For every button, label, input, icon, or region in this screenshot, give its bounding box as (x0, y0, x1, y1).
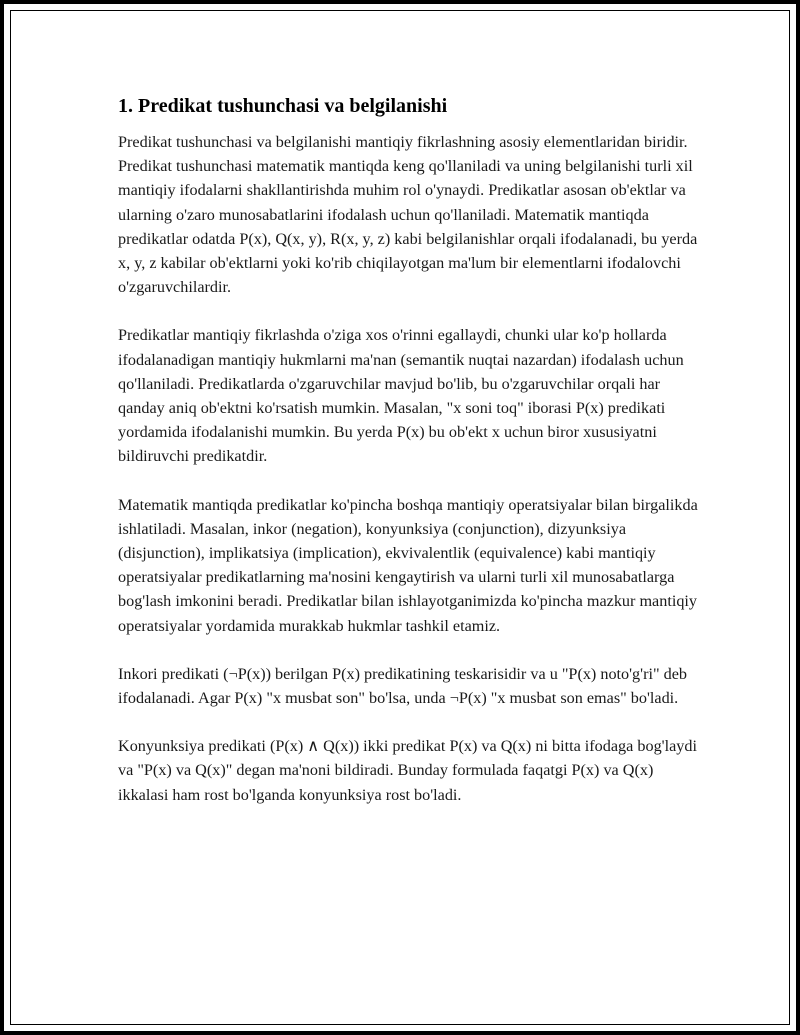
paragraph-negation: Inkori predikati (¬P(x)) berilgan P(x) predikatining teskarisidir va u "P(x) noto'g'ri" deb ifodalanadi. Agar P(x) "x musbat son" bo'lsa, unda ¬P(x) "x musbat son emas" bo'ladi. (118, 664, 687, 708)
section-heading: 1. Predikat tushunchasi va belgilanishi (118, 95, 448, 117)
paragraph-logical-operations: Matematik mantiqda predikatlar ko'pincha boshqa mantiqiy operatsiyalar bilan birgalikda ishlatiladi. Masalan, inkor (negation), konyunksiya (conjunction), dizyunksiya (disjunction), implikatsiya (implication), ekvivalentlik (equivalence) kabi mantiqiy operatsiyalar predikatlarning ma'nosini kengaytirish va ularni turli xil munosabatlarga bog'lash imkonini beradi. Predikatlar bilan ishlayotganimizda ko'pincha mazkur mantiqiy operatsiyalar yordamida murakkab hukmlar tashkil etamiz. (118, 495, 698, 635)
paragraph-conjunction: Konyunksiya predikati (P(x) ∧ Q(x)) ikki predikat P(x) va Q(x) ni bitta ifodaga bog'laydi va "P(x) va Q(x)" degan ma'noni bildiradi. Bunday formulada faqatgi P(x) va Q(x) ikkalasi ham rost bo'lganda konyunksiya rost bo'ladi. (118, 737, 697, 804)
paragraph-predicate-definition: Predikat tushunchasi va belgilanishi mantiqiy fikrlashning asosiy elementlaridan biridir. Predikat tushunchasi matematik mantiqda keng qo'llaniladi va uning belgilanishi turli xil mantiqiy ifodalarni shakllantirishda muhim rol o'ynaydi. Predikatlar asosan ob'ektlar va ularning o'zaro munosabatlarini ifodalash uchun qo'llaniladi. Matematik mantiqda predikatlar odatda P(x), Q(x, y), R(x, y, z) kabi belgilanishlar orqali ifodalanadi, bu yerda x, y, z kabilar ob'ektlarni yoki ko'rib chiqilayotgan ma'lum bir elementlarni ifodalovchi o'zgaruvchilardir. (118, 133, 698, 297)
document-body (118, 92, 698, 831)
paragraph-predicate-role: Predikatlar mantiqiy fikrlashda o'ziga xos o'rinni egallaydi, chunki ular ko'p hollarda ifodalanadigan mantiqiy hukmlarni ma'nan (semantik nuqtai nazardan) ifodalash uchun qo'llaniladi. Predikatlarda o'zgaruvchilar mavjud bo'lib, bu o'zgaruvchilar orqali har qanday aniq ob'ektni ko'rsatish mumkin. Masalan, "x soni toq" iborasi P(x) predikati yordamida ifodalanishi mumkin. Bu yerda P(x) bu ob'ekt x uchun biror xususiyatni bildiruvchi predikatdir. (118, 326, 684, 466)
